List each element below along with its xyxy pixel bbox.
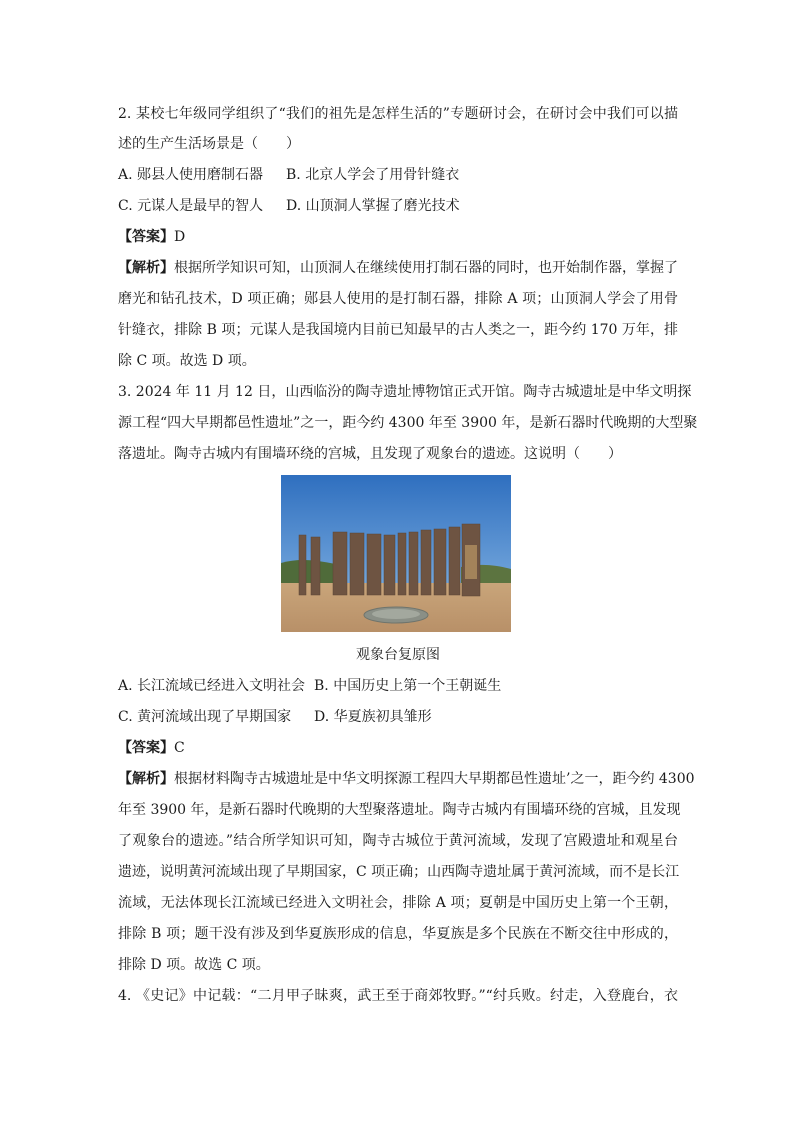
q3-analysis-line5: 流域，无法体现长江流域已经进入文明社会，排除 A 项；夏朝是中国历史上第一个王朝， bbox=[118, 895, 678, 911]
image-caption: 观象台复原图 bbox=[356, 647, 440, 663]
q2-options-row2 bbox=[118, 196, 460, 216]
q2-option-a: A. 郧县人使用磨制石器 bbox=[118, 167, 264, 183]
answer-value: C bbox=[174, 740, 185, 756]
q2-options-row1 bbox=[118, 165, 459, 185]
analysis-text: 根据所学知识可知，山顶洞人在继续使用打制石器的同时，也开始制作器，掌握了 bbox=[174, 260, 678, 276]
q3-option-a: A. 长江流域已经进入文明社会 bbox=[118, 678, 306, 694]
q3-options-row2 bbox=[118, 707, 432, 727]
q3-stem-line2: 源工程“四大早期都邑性遗址”之一，距今约 4300 年至 3900 年，是新石器时代晚期的大型聚 bbox=[118, 415, 698, 431]
answer-label: 【答案】 bbox=[118, 229, 174, 245]
q2-option-d: D. 山顶洞人掌握了磨光技术 bbox=[286, 198, 460, 214]
q4-stem-line1: 4. 《史记》中记载：“二月甲子昧爽，武王至于商郊牧野。”“纣兵败。纣走，入登鹿台，衣 bbox=[118, 988, 678, 1004]
observatory-photo bbox=[281, 475, 511, 632]
q2-analysis-line4: 除 C 项。故选 D 项。 bbox=[118, 353, 256, 369]
q3-analysis-line1 bbox=[118, 769, 695, 789]
q2-stem-line2: 述的生产生活场景是（ ） bbox=[118, 136, 300, 152]
q3-option-d: D. 华夏族初具雏形 bbox=[314, 709, 432, 725]
q3-stem-line3: 落遗址。陶寺古城内有围墙环绕的宫城，且发现了观象台的遗迹。这说明（ ） bbox=[118, 446, 622, 462]
q3-option-c: C. 黄河流域出现了早期国家 bbox=[118, 709, 292, 725]
q2-option-b: B. 北京人学会了用骨针缝衣 bbox=[286, 167, 460, 183]
analysis-label: 【解析】 bbox=[118, 260, 174, 276]
q2-stem-line1: 2. 某校七年级同学组织了“我们的祖先是怎样生活的”专题研讨会，在研讨会中我们可以描 bbox=[118, 106, 678, 122]
answer-label: 【答案】 bbox=[118, 740, 174, 756]
q3-options-row1 bbox=[118, 676, 501, 696]
q2-analysis-line2: 磨光和钻孔技术，D 项正确；郧县人使用的是打制石器，排除 A 项；山顶洞人学会了用骨 bbox=[118, 291, 678, 307]
q3-analysis-line3: 了观象台的遗迹。”结合所学知识可知，陶寺古城位于黄河流域，发现了宫殿遗址和观星台 bbox=[118, 833, 678, 849]
analysis-label: 【解析】 bbox=[118, 771, 174, 787]
analysis-text: 根据材料陶寺古城遗址是中华文明探源工程四大早期都邑性遗址’之一，距今约 4300 bbox=[174, 771, 695, 787]
q3-answer bbox=[118, 738, 185, 758]
q3-stem-line1: 3. 2024 年 11 月 12 日，山西临汾的陶寺遗址博物馆正式开馆。陶寺古城遗址是中华文明探 bbox=[118, 384, 692, 400]
q2-analysis-line1 bbox=[118, 258, 678, 278]
q2-analysis-line3: 针缝衣，排除 B 项；元谋人是我国境内目前已知最早的古人类之一，距今约 170 万年，排 bbox=[118, 322, 678, 338]
q3-analysis-line2: 年至 3900 年，是新石器时代晚期的大型聚落遗址。陶寺古城内有围墙环绕的宫城，且发现 bbox=[118, 802, 681, 818]
answer-value: D bbox=[174, 229, 186, 245]
observatory-illustration bbox=[281, 475, 511, 632]
q3-analysis-line4: 遗迹，说明黄河流域出现了早期国家，C 项正确；山西陶寺遗址属于黄河流域，而不是长江 bbox=[118, 864, 680, 880]
q2-option-c: C. 元谋人是最早的智人 bbox=[118, 198, 264, 214]
q3-analysis-line6: 排除 B 项；题干没有涉及到华夏族形成的信息，华夏族是多个民族在不断交往中形成的， bbox=[118, 926, 678, 942]
q2-answer bbox=[118, 227, 185, 247]
q3-analysis-line7: 排除 D 项。故选 C 项。 bbox=[118, 957, 270, 973]
q3-option-b: B. 中国历史上第一个王朝诞生 bbox=[314, 678, 502, 694]
